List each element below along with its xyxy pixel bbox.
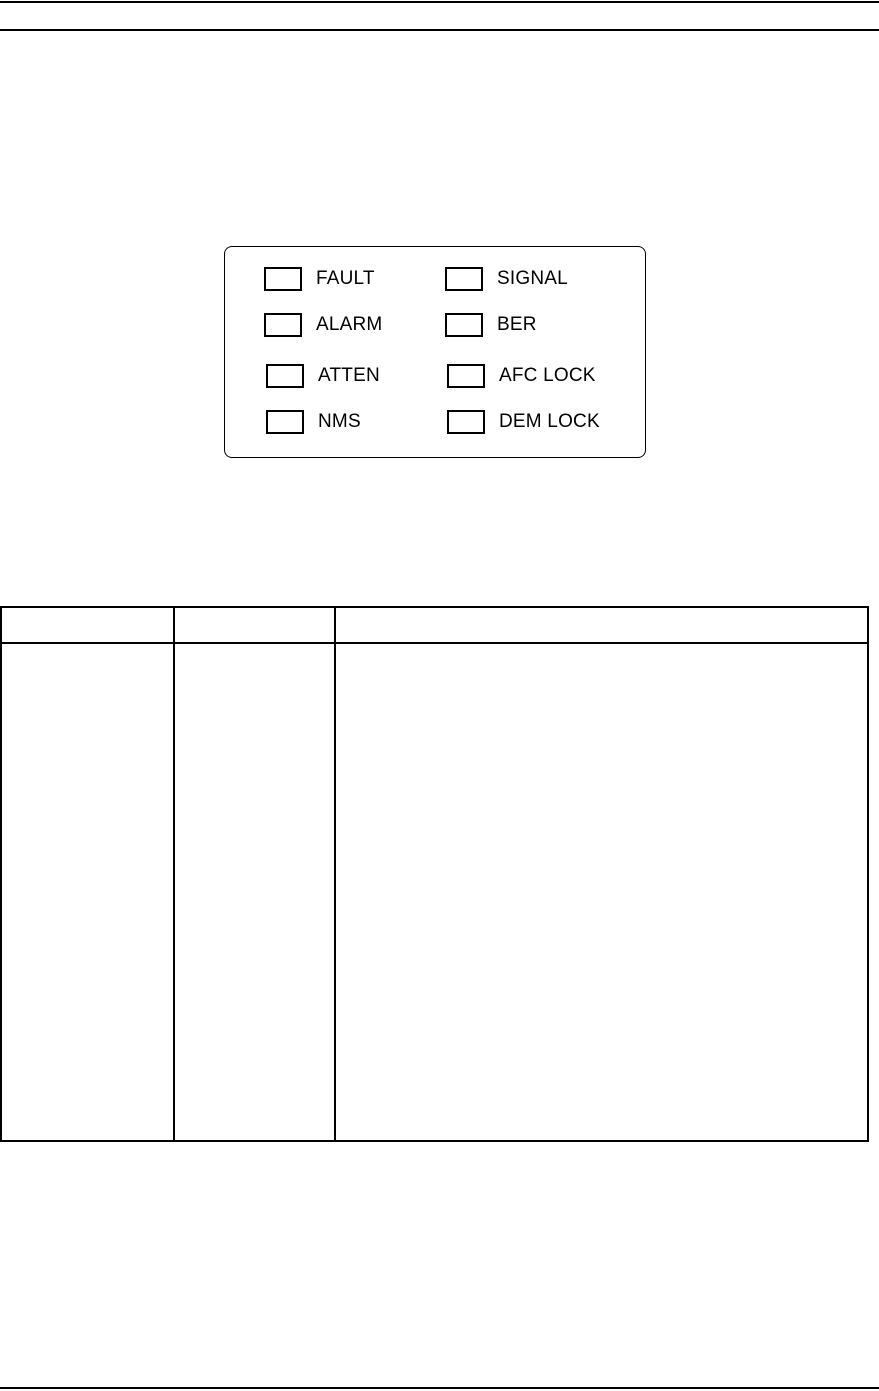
table-header-row — [1, 607, 868, 643]
led-nms — [266, 410, 361, 434]
led-label: BER — [497, 314, 537, 335]
led-box-icon — [447, 364, 485, 388]
led-label: AFC LOCK — [499, 365, 596, 386]
header-rule-bottom — [0, 29, 879, 31]
led-indicator-panel — [224, 246, 646, 458]
led-atten — [266, 364, 380, 388]
table-cell — [174, 643, 335, 1141]
table-cell — [335, 643, 868, 1141]
led-label: ALARM — [316, 314, 383, 335]
table-row — [1, 643, 868, 1141]
led-dem-lock — [447, 410, 600, 434]
header-rule-top — [0, 1, 879, 3]
table-header-cell — [174, 607, 335, 643]
led-fault — [264, 267, 375, 291]
table-header-cell — [335, 607, 868, 643]
led-box-icon — [264, 267, 302, 291]
led-label: FAULT — [316, 268, 375, 289]
led-signal — [445, 267, 568, 291]
led-afc-lock — [447, 364, 596, 388]
led-ber — [445, 313, 537, 337]
indicator-table — [0, 606, 869, 1142]
table-cell — [1, 643, 174, 1141]
led-label: DEM LOCK — [499, 411, 600, 432]
led-label: ATTEN — [318, 365, 380, 386]
led-box-icon — [264, 313, 302, 337]
led-box-icon — [266, 410, 304, 434]
table-header-cell — [1, 607, 174, 643]
led-label: SIGNAL — [497, 268, 568, 289]
led-box-icon — [266, 364, 304, 388]
led-box-icon — [447, 410, 485, 434]
led-alarm — [264, 313, 382, 337]
led-box-icon — [445, 267, 483, 291]
footer-rule — [0, 1387, 879, 1389]
led-box-icon — [445, 313, 483, 337]
led-label: NMS — [318, 411, 361, 432]
